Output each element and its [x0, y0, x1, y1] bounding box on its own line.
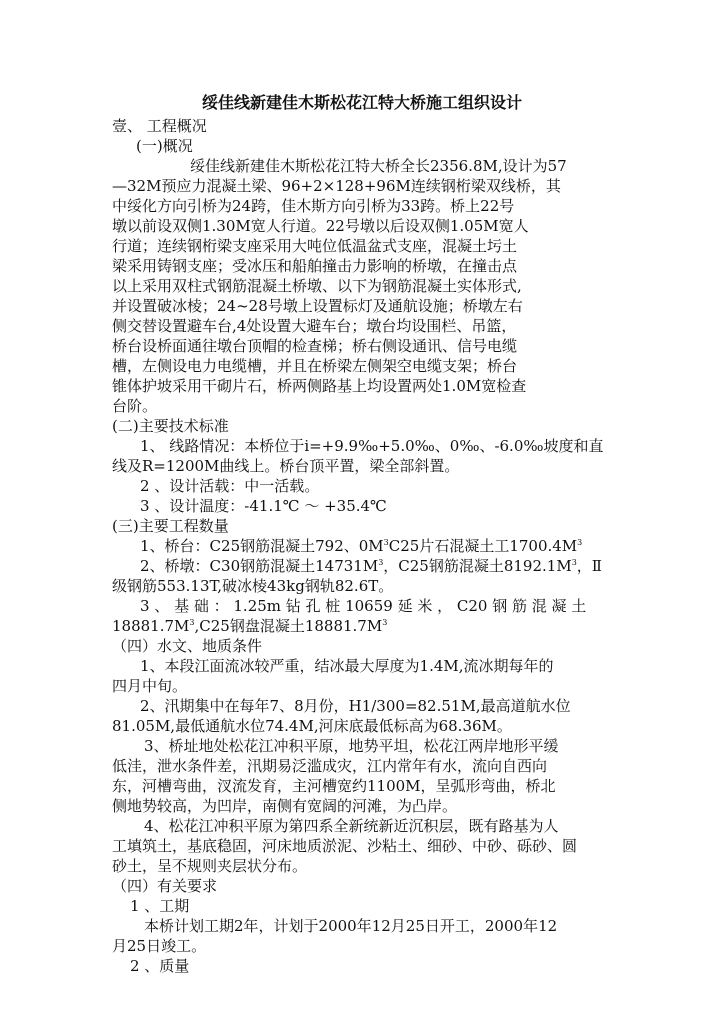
unit-superscript: 3	[378, 558, 384, 567]
overview-line: 中绥化方向引桥为24跨，佳木斯方向引桥为33跨。桥上22号	[112, 197, 515, 215]
subsection-heading-hydrology: （四）水文、地质条件	[112, 637, 263, 655]
hydrology-line: 81.05M,最低通航水位74.4M,河床底最低标高为68.36M。	[112, 717, 512, 735]
subsection-heading-quantities: (三)主要工程数量	[112, 517, 229, 535]
hydrology-line: 四月中旬。	[112, 677, 188, 695]
hydrology-line: 4、松花江冲积平原为第四系全新统新近沉积层，既有路基为人	[144, 817, 559, 835]
abutment-text-cont: C25片石混凝土工1700.4M	[388, 537, 578, 555]
quantities-pier-line	[140, 556, 602, 576]
unit-superscript: 3	[383, 538, 389, 547]
unit-superscript: 3	[577, 538, 583, 547]
pier-text-cont: ，C25钢筋混凝土8192.1M	[383, 557, 572, 575]
requirements-line: 2 、质量	[130, 957, 190, 975]
overview-line: 并设置破冰棱；24~28号墩上设置标灯及通航设施；桥墩左右	[112, 297, 523, 315]
pier-text-end: ，Ⅱ	[576, 557, 602, 575]
hydrology-line: 侧地势较高，为凹岸，南侧有宽阔的河滩，为凸岸。	[112, 797, 458, 815]
subsection-heading-requirements: （四）有关要求	[112, 877, 218, 895]
standards-line: 2 、设计活载：中一活载。	[140, 477, 320, 495]
section-heading-project-overview: 壹、 工程概况	[112, 117, 207, 135]
hydrology-line: 1、本段江面流冰较严重，结冰最大厚度为1.4M,流冰期每年的	[140, 657, 554, 675]
unit-superscript: 3	[189, 618, 195, 627]
overview-line: 梁采用铸钢支座；受冰压和船舶撞击力影响的桥墩，在撞击点	[112, 257, 518, 275]
foundation-text: 18881.7M	[112, 617, 190, 635]
overview-line: 以上采用双柱式钢筋混凝土桥墩、以下为钢筋混凝土实体形式,	[112, 277, 522, 295]
pier-text: 2、桥墩：C30钢筋混凝土14731M	[140, 557, 379, 575]
requirements-line: 1 、工期	[130, 897, 190, 915]
overview-line: 墩以前设双侧1.30M宽人行道。22号墩以后设双侧1.05M宽人	[112, 217, 529, 235]
hydrology-line: 3、桥址地处松花江冲积平原，地势平坦，松花江两岸地形平缓	[144, 737, 559, 755]
hydrology-line: 砂土，呈不规则夹层状分布。	[112, 857, 308, 875]
abutment-text: 1、桥台：C25钢筋混凝土792、0M	[140, 537, 384, 555]
overview-line: 行道；连续钢桁梁支座采用大吨位低温盆式支座，混凝土圬土	[112, 237, 518, 255]
unit-superscript: 3	[382, 618, 388, 627]
standards-line: 1、 线路情况：本桥位于i=+9.9‰+5.0‰、0‰、-6.0‰坡度和直	[140, 437, 604, 455]
foundation-text-cont: ,C25钢盘混凝土18881.7M	[194, 617, 383, 635]
standards-line: 线及R=1200M曲线上。桥台顶平置，梁全部斜置。	[112, 457, 460, 475]
requirements-line: 月25日竣工。	[112, 937, 207, 955]
subsection-heading-standards: (二)主要技术标准	[112, 417, 229, 435]
overview-line: 桥台设桥面通往墩台顶帽的检查梯；桥右侧设通讯、信号电缆	[112, 337, 518, 355]
standards-line: 3 、设计温度：-41.1℃ ～ +35.4℃	[140, 497, 387, 515]
overview-line: 台阶。	[112, 397, 158, 415]
quantities-foundation-line: 3 、 基 础 ： 1.25m 钻 孔 桩 10659 延 米 ， C20 钢 筋 混 凝 土	[140, 597, 587, 615]
hydrology-line: 东，河槽弯曲，汊流发育，主河槽宽约1100M，呈弧形弯曲，桥北	[112, 777, 556, 795]
overview-line: 绥佳线新建佳木斯松花江特大桥全长2356.8M,设计为57	[190, 157, 567, 175]
requirements-line: 本桥计划工期2年，计划于2000年12月25日开工，2000年12	[144, 917, 558, 935]
quantities-pier-line-2: 级钢筋553.13T,破冰棱43kg钢轨82.6T。	[112, 577, 394, 595]
quantities-foundation-line-2	[112, 616, 387, 636]
hydrology-line: 2、汛期集中在每年7、8月份，H1/300=82.51M,最高道航水位	[140, 697, 571, 715]
subsection-heading-overview: (一)概况	[136, 137, 193, 155]
document-title: 绥佳线新建佳木斯松花江特大桥施工组织设计	[201, 93, 522, 112]
hydrology-line: 低洼，泄水条件差，汛期易泛滥成灾，江内常年有水，流向自西向	[112, 757, 548, 775]
overview-line: —32M预应力混凝土梁、96+2×128+96M连续钢桁梁双线桥，其	[112, 177, 561, 195]
overview-line: 槽，左侧设电力电缆槽，并且在桥梁左侧架空电缆支架；桥台	[112, 357, 518, 375]
hydrology-line: 工填筑土，基底稳固，河床地质淤泥、沙粘土、细砂、中砂、砾砂、圆	[112, 837, 578, 855]
overview-line: 锥体护坡采用干砌片石，桥两侧路基上均设置两处1.0M宽检查	[112, 377, 527, 395]
quantities-abutment-line	[140, 536, 582, 556]
overview-line: 侧交替设置避车台,4处设置大避车台；墩台均设围栏、吊篮，	[112, 317, 517, 335]
unit-superscript: 3	[571, 558, 577, 567]
